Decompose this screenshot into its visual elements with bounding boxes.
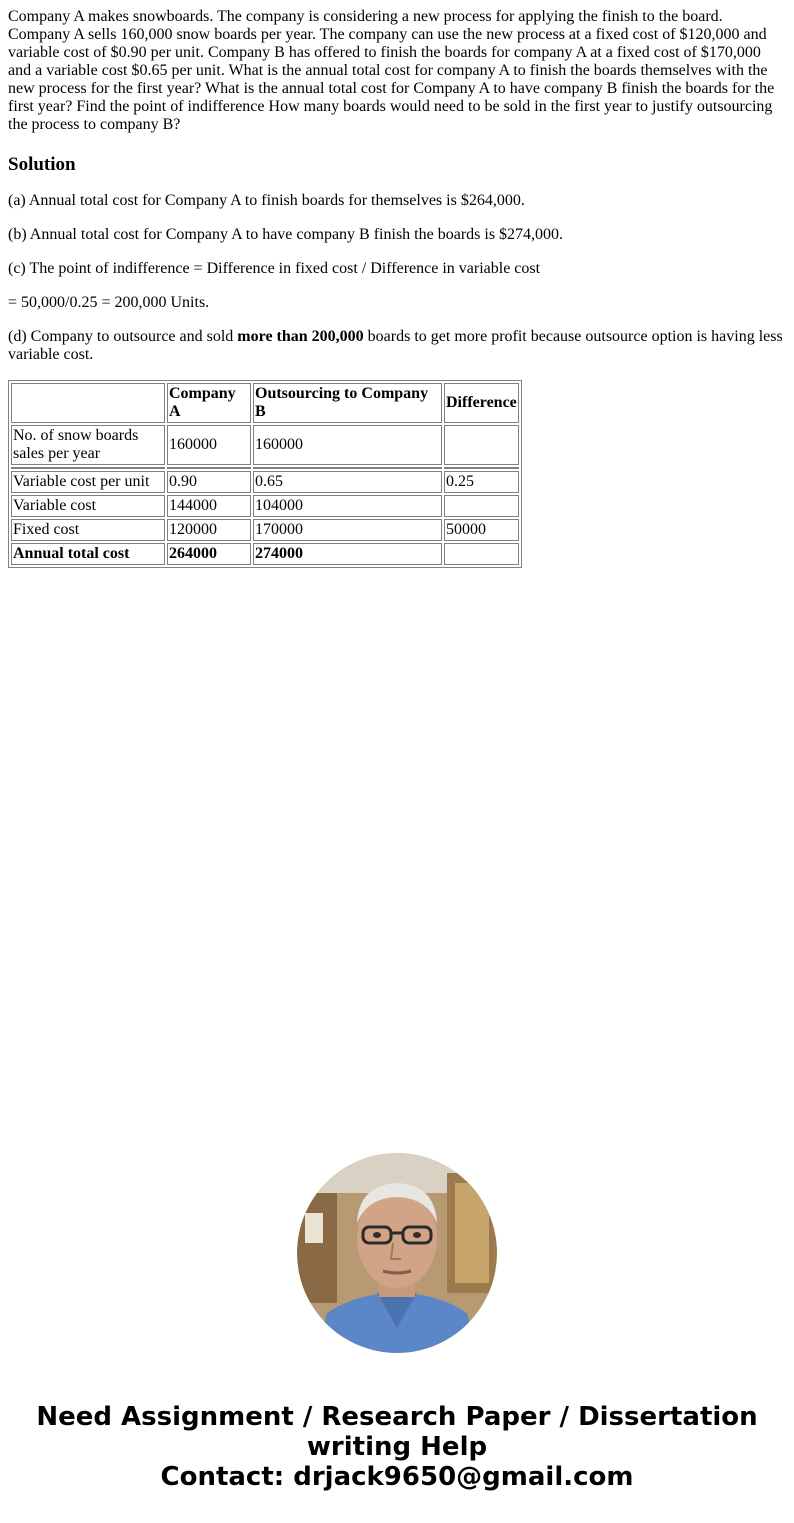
table-header-row — [11, 383, 519, 423]
table-row-label: Annual total cost — [11, 543, 165, 565]
table-cell: 160000 — [167, 425, 251, 465]
cost-comparison-table — [8, 380, 522, 568]
solution-document — [8, 8, 786, 568]
answer-a: (a) Annual total cost for Company A to finish boards for themselves is $264,000. — [8, 192, 525, 209]
solution-heading: Solution — [8, 154, 76, 175]
answer-c: (c) The point of indifference = Difference in fixed cost / Difference in variable cost — [8, 260, 541, 277]
table-row-label: No. of snow boards sales per year — [11, 425, 165, 465]
table-total-row — [11, 543, 519, 565]
promo-line: writing Help — [306, 1432, 488, 1462]
table-cell — [444, 543, 519, 565]
table-header-cell: Company A — [167, 383, 251, 423]
table-row-label: Variable cost per unit — [11, 471, 165, 493]
table-cell: 104000 — [253, 495, 442, 517]
table-separator-row — [11, 467, 519, 469]
table-cell: 120000 — [167, 519, 251, 541]
answer-d-suffix: boards to get more profit because outsource option is having less variable cost. — [8, 328, 783, 363]
table-cell: 274000 — [253, 543, 442, 565]
author-portrait-icon — [297, 1153, 497, 1353]
table-header-cell: Difference — [444, 383, 519, 423]
table-cell: 0.65 — [253, 471, 442, 493]
table-header-cell: Outsourcing to Company B — [253, 383, 442, 423]
promo-line: Need Assignment / Research Paper / Dissertation — [36, 1402, 758, 1432]
author-avatar — [297, 1153, 497, 1353]
table-cell — [444, 495, 519, 517]
promo-banner — [0, 1402, 794, 1492]
table-row — [11, 495, 519, 517]
answer-d-emphasis: more than 200,000 — [237, 328, 364, 345]
table-row-label: Variable cost — [11, 495, 165, 517]
table-cell: 50000 — [444, 519, 519, 541]
table-separator-cell — [253, 467, 442, 469]
table-separator-cell — [11, 467, 165, 469]
table-cell: 160000 — [253, 425, 442, 465]
answer-d — [8, 328, 786, 364]
question-text: Company A makes snowboards. The company is considering a new process for applying the finish to the board. Company A sells 160,000 snow boards per year. The company can use the new process at a fixed cost of $120,000 and variable cost of $0.90 per unit. Company B has offered to finish the boards for company A at a fixed cost of $170,000 and a variable cost $0.65 per unit. What is the annual total cost for company A to finish the boards themselves with the new process for the first year? What is the annual total cost for Company A to have company B finish the boards for the first year? Find the point of indifference How many boards would need to be sold in the first year to justify outsourcing the process to company B? — [8, 8, 775, 133]
table-cell: 170000 — [253, 519, 442, 541]
table-row-label: Fixed cost — [11, 519, 165, 541]
table-header-cell — [11, 383, 165, 423]
answer-c-calculation: = 50,000/0.25 = 200,000 Units. — [8, 294, 210, 311]
table-separator-cell — [444, 467, 519, 469]
answer-d-prefix: (d) Company to outsource and sold — [8, 328, 238, 345]
promo-contact: Contact: drjack9650@gmail.com — [160, 1462, 634, 1492]
answer-b: (b) Annual total cost for Company A to have company B finish the boards is $274,000. — [8, 226, 564, 243]
table-cell — [444, 425, 519, 465]
table-separator-cell — [167, 467, 251, 469]
table-cell: 0.25 — [444, 471, 519, 493]
table-cell: 264000 — [167, 543, 251, 565]
table-row — [11, 471, 519, 493]
table-row — [11, 519, 519, 541]
table-cell: 144000 — [167, 495, 251, 517]
table-cell: 0.90 — [167, 471, 251, 493]
table-row — [11, 425, 519, 465]
